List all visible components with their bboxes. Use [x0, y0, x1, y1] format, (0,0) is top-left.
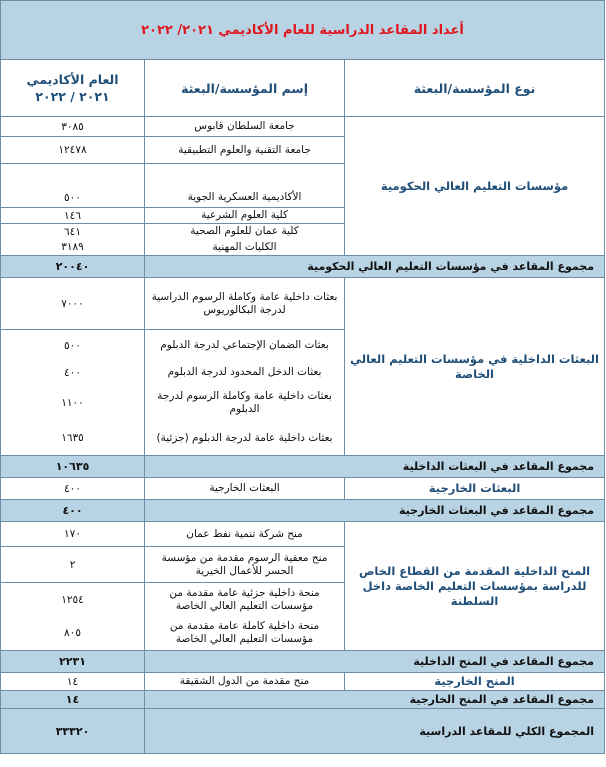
total-value: ٢٠٠٤٠ — [1, 256, 145, 278]
table-title: أعداد المقاعد الدراسية للعام الأكاديمي ٢٠٢١/ ٢٠٢٢ — [1, 1, 605, 60]
total-label: مجموع المقاعد في البعثات الخارجية — [145, 500, 605, 522]
seat-count: ٦٤١ — [1, 224, 145, 240]
table-row — [1, 278, 605, 330]
total-value: ١٠٦٣٥ — [1, 456, 145, 478]
category-gov: مؤسسات التعليم العالي الحكومية — [345, 117, 605, 256]
header-year-line1: العام الأكاديمي — [26, 72, 119, 87]
table-row — [1, 117, 605, 137]
total-label: مجموع المقاعد في المنح الخارجية — [145, 691, 605, 709]
seat-count: ١٤ — [1, 673, 145, 691]
table-row — [1, 673, 605, 691]
total-row-external-grants — [1, 691, 605, 709]
seat-count: ١١٠٠ — [1, 384, 145, 422]
grand-total-value: ٣٣٣٢٠ — [1, 709, 145, 754]
total-label: مجموع المقاعد في المنح الداخلية — [145, 651, 605, 673]
total-row-external — [1, 500, 605, 522]
grant-name: منح مقدمة من الدول الشقيقة — [145, 673, 345, 691]
scholarship-name: بعثات الدخل المحدود لدرجة الدبلوم — [145, 362, 345, 384]
table-row — [1, 478, 605, 500]
seat-count: ٣٠٨٥ — [1, 117, 145, 137]
seat-count: ٧٠٠٠ — [1, 278, 145, 330]
table-row — [1, 522, 605, 547]
seat-count: ٥٠٠ — [1, 330, 145, 362]
header-year — [1, 60, 145, 117]
total-label: مجموع المقاعد في مؤسسات التعليم العالي الحكومية — [145, 256, 605, 278]
category-private-grants: المنح الداخلية المقدمة من القطاع الخاص للدراسة بمؤسسات التعليم الخاصة داخل السلطنة — [345, 522, 605, 651]
institution-name: جامعة التقنية والعلوم التطبيقية — [145, 137, 345, 164]
category-external: البعثات الخارجية — [345, 478, 605, 500]
institution-name: الأكاديمية العسكرية الجوية — [145, 164, 345, 208]
seat-count: ٤٠٠ — [1, 478, 145, 500]
grand-total-label: المجموع الكلي للمقاعد الدراسية — [145, 709, 605, 754]
seat-count: ٣١٨٩ — [1, 240, 145, 256]
total-label: مجموع المقاعد في البعثات الداخلية — [145, 456, 605, 478]
scholarship-name: بعثات داخلية عامة وكاملة الرسوم الدراسية لدرجة البكالوريوس — [145, 278, 345, 330]
grant-name: منح شركة تنمية نفط عمان — [145, 522, 345, 547]
scholarship-name: بعثات داخلية عامة لدرجة الدبلوم (جزئية) — [145, 422, 345, 456]
grant-name: منح معفية الرسوم مقدمة من مؤسسة الحسر للأعمال الخيرية — [145, 547, 345, 583]
institution-name: كلية العلوم الشرعية — [145, 208, 345, 224]
seat-count: ١٢٥٤ — [1, 583, 145, 617]
header-row — [1, 60, 605, 117]
seat-count: ٢ — [1, 547, 145, 583]
grand-total-row — [1, 709, 605, 754]
header-type: نوع المؤسسة/البعثة — [345, 60, 605, 117]
seat-count: ٤٠٠ — [1, 362, 145, 384]
total-row-internal — [1, 456, 605, 478]
total-value: ١٤ — [1, 691, 145, 709]
title-row — [1, 1, 605, 60]
seat-count: ١٧٠ — [1, 522, 145, 547]
total-row-private-grants — [1, 651, 605, 673]
seat-count: ٨٠٥ — [1, 617, 145, 651]
scholarship-name: البعثات الخارجية — [145, 478, 345, 500]
seat-count: ١٤٦ — [1, 208, 145, 224]
institution-name: جامعة السلطان قابوس — [145, 117, 345, 137]
seat-count: ١٦٣٥ — [1, 422, 145, 456]
total-value: ٢٢٣١ — [1, 651, 145, 673]
scholarship-name: بعثات الضمان الإجتماعي لدرجة الدبلوم — [145, 330, 345, 362]
scholarship-name: بعثات داخلية عامة وكاملة الرسوم لدرجة الدبلوم — [145, 384, 345, 422]
total-value: ٤٠٠ — [1, 500, 145, 522]
grant-name: منحة داخلية جزئية عامة مقدمة من مؤسسات التعليم العالي الخاصة — [145, 583, 345, 617]
header-name: إسم المؤسسة/البعثة — [145, 60, 345, 117]
total-row-gov — [1, 256, 605, 278]
institution-name: الكليات المهنية — [145, 240, 345, 256]
grant-name: منحة داخلية كاملة عامة مقدمة من مؤسسات التعليم العالي الخاصة — [145, 617, 345, 651]
header-year-line2: ٢٠٢١ / ٢٠٢٢ — [35, 89, 110, 104]
institution-name: كلية عمان للعلوم الصحية — [145, 224, 345, 240]
category-external-grants: المنح الخارجية — [345, 673, 605, 691]
seat-count: ٥٠٠ — [1, 164, 145, 208]
seat-count: ١٢٤٧٨ — [1, 137, 145, 164]
category-internal: البعثات الداخلية في مؤسسات التعليم العالي الخاصة — [345, 278, 605, 456]
